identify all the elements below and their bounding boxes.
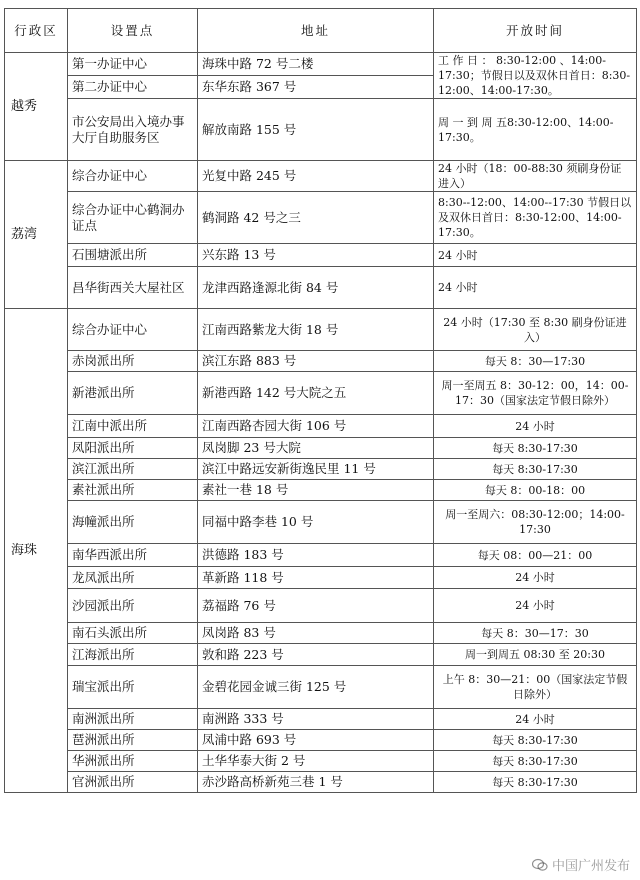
hours-cell: 24 小时 xyxy=(434,415,637,438)
address-cell: 鹤洞路 42 号之三 xyxy=(198,192,434,244)
address-cell: 新港西路 142 号大院之五 xyxy=(198,372,434,415)
address-cell: 滨江东路 883 号 xyxy=(198,351,434,372)
location-cell: 第一办证中心 xyxy=(68,53,198,76)
hours-cell: 8:30--12:00、14:00--17:30 节假日以及双休日首日：8:30-12:00、14:00-17:30。 xyxy=(434,192,637,244)
location-cell: 琶洲派出所 xyxy=(68,730,198,751)
table-row xyxy=(5,53,637,76)
hours-cell: 每天 8:30-17:30 xyxy=(434,772,637,793)
table-row xyxy=(5,244,637,267)
hours-cell: 每天 8:30-17:30 xyxy=(434,730,637,751)
table-row xyxy=(5,567,637,589)
watermark-text: 中国广州发布 xyxy=(551,859,630,874)
location-cell: 素社派出所 xyxy=(68,480,198,501)
location-cell: 市公安局出入境办事大厅自助服务区 xyxy=(68,99,198,161)
location-cell: 综合办证中心 xyxy=(68,309,198,351)
table-row xyxy=(5,730,637,751)
hours-cell: 24 小时 xyxy=(434,567,637,589)
location-cell: 综合办证中心 xyxy=(68,161,198,192)
address-cell: 凤岗路 83 号 xyxy=(198,623,434,644)
location-cell: 龙凤派出所 xyxy=(68,567,198,589)
service-points-table xyxy=(4,8,637,793)
hours-cell: 24 小时 xyxy=(434,709,637,730)
location-cell: 江南中派出所 xyxy=(68,415,198,438)
table-row xyxy=(5,623,637,644)
district-cell: 荔湾 xyxy=(5,161,68,309)
table-row xyxy=(5,309,637,351)
address-cell: 敦和路 223 号 xyxy=(198,644,434,666)
location-cell: 凤阳派出所 xyxy=(68,438,198,459)
table-row xyxy=(5,351,637,372)
hours-cell: 每天 8:30-17:30 xyxy=(434,459,637,480)
location-cell: 瑞宝派出所 xyxy=(68,666,198,709)
hours-cell: 每天 8：00-18：00 xyxy=(434,480,637,501)
address-cell: 荔福路 76 号 xyxy=(198,589,434,623)
table-row xyxy=(5,644,637,666)
table-row xyxy=(5,415,637,438)
table-row xyxy=(5,544,637,567)
location-cell: 海幢派出所 xyxy=(68,501,198,544)
hours-cell: 每天 8：30—17:30 xyxy=(434,351,637,372)
location-cell: 滨江派出所 xyxy=(68,459,198,480)
header-location: 设置点 xyxy=(68,9,198,53)
location-cell: 赤岗派出所 xyxy=(68,351,198,372)
location-cell: 昌华街西关大屋社区 xyxy=(68,267,198,309)
location-cell: 新港派出所 xyxy=(68,372,198,415)
location-cell: 南华西派出所 xyxy=(68,544,198,567)
hours-cell: 每天 8:30-17:30 xyxy=(434,438,637,459)
hours-cell: 24 小时（18：00-88:30 须刷身份证进入） xyxy=(434,161,637,192)
table-row xyxy=(5,666,637,709)
address-cell: 同福中路李巷 10 号 xyxy=(198,501,434,544)
hours-cell: 工 作 日 ： 8:30-12:00 、14:00-17:30；节假日以及双休日首日：8:30-12:00、14:00-17:30。 xyxy=(434,53,637,99)
address-cell: 龙津西路逢源北街 84 号 xyxy=(198,267,434,309)
table-row xyxy=(5,501,637,544)
location-cell: 沙园派出所 xyxy=(68,589,198,623)
header-district: 行政区 xyxy=(5,9,68,53)
location-cell: 南洲派出所 xyxy=(68,709,198,730)
hours-cell: 24 小时 xyxy=(434,589,637,623)
hours-cell: 周一到周五 08:30 至 20:30 xyxy=(434,644,637,666)
hours-cell: 周 一 到 周 五8:30-12:00、14:00-17:30。 xyxy=(434,99,637,161)
address-cell: 光复中路 245 号 xyxy=(198,161,434,192)
table-row xyxy=(5,751,637,772)
address-cell: 海珠中路 72 号二楼 xyxy=(198,53,434,76)
hours-cell: 24 小时（17:30 至 8:30 刷身份证进入） xyxy=(434,309,637,351)
address-cell: 江南西路紫龙大街 18 号 xyxy=(198,309,434,351)
district-cell: 越秀 xyxy=(5,53,68,161)
address-cell: 土华华泰大街 2 号 xyxy=(198,751,434,772)
location-cell: 官洲派出所 xyxy=(68,772,198,793)
table-row xyxy=(5,480,637,501)
location-cell: 第二办证中心 xyxy=(68,76,198,99)
table-row xyxy=(5,161,637,192)
address-cell: 江南西路杏园大街 106 号 xyxy=(198,415,434,438)
table-row xyxy=(5,99,637,161)
header-address: 地址 xyxy=(198,9,434,53)
watermark xyxy=(532,855,630,874)
address-cell: 东华东路 367 号 xyxy=(198,76,434,99)
address-cell: 金碧花园金诚三街 125 号 xyxy=(198,666,434,709)
hours-cell: 24 小时 xyxy=(434,267,637,309)
table-row xyxy=(5,772,637,793)
address-cell: 滨江中路远安新街逸民里 11 号 xyxy=(198,459,434,480)
wechat-icon xyxy=(532,858,548,872)
address-cell: 革新路 118 号 xyxy=(198,567,434,589)
table-row xyxy=(5,267,637,309)
hours-cell: 周一至周五 8：30-12：00，14：00-17：30（国家法定节假日除外） xyxy=(434,372,637,415)
table-row xyxy=(5,459,637,480)
hours-cell: 24 小时 xyxy=(434,244,637,267)
hours-cell: 周一至周六：08:30-12:00；14:00-17:30 xyxy=(434,501,637,544)
address-cell: 兴东路 13 号 xyxy=(198,244,434,267)
district-cell: 海珠 xyxy=(5,309,68,793)
hours-cell: 每天 8：30—17：30 xyxy=(434,623,637,644)
address-cell: 凤岗脚 23 号大院 xyxy=(198,438,434,459)
table-row xyxy=(5,589,637,623)
address-cell: 洪德路 183 号 xyxy=(198,544,434,567)
address-cell: 南洲路 333 号 xyxy=(198,709,434,730)
table-row xyxy=(5,192,637,244)
table-row xyxy=(5,372,637,415)
location-cell: 江海派出所 xyxy=(68,644,198,666)
table-row xyxy=(5,438,637,459)
address-cell: 解放南路 155 号 xyxy=(198,99,434,161)
location-cell: 华洲派出所 xyxy=(68,751,198,772)
address-cell: 赤沙路高桥新苑三巷 1 号 xyxy=(198,772,434,793)
header-hours: 开放时间 xyxy=(434,9,637,53)
location-cell: 南石头派出所 xyxy=(68,623,198,644)
header-row xyxy=(5,9,637,53)
location-cell: 综合办证中心鹤洞办证点 xyxy=(68,192,198,244)
hours-cell: 每天 8:30-17:30 xyxy=(434,751,637,772)
address-cell: 素社一巷 18 号 xyxy=(198,480,434,501)
hours-cell: 每天 08：00—21：00 xyxy=(434,544,637,567)
table-body xyxy=(5,53,637,793)
hours-cell: 上午 8：30—21：00（国家法定节假日除外） xyxy=(434,666,637,709)
address-cell: 凤浦中路 693 号 xyxy=(198,730,434,751)
table-row xyxy=(5,709,637,730)
location-cell: 石围塘派出所 xyxy=(68,244,198,267)
